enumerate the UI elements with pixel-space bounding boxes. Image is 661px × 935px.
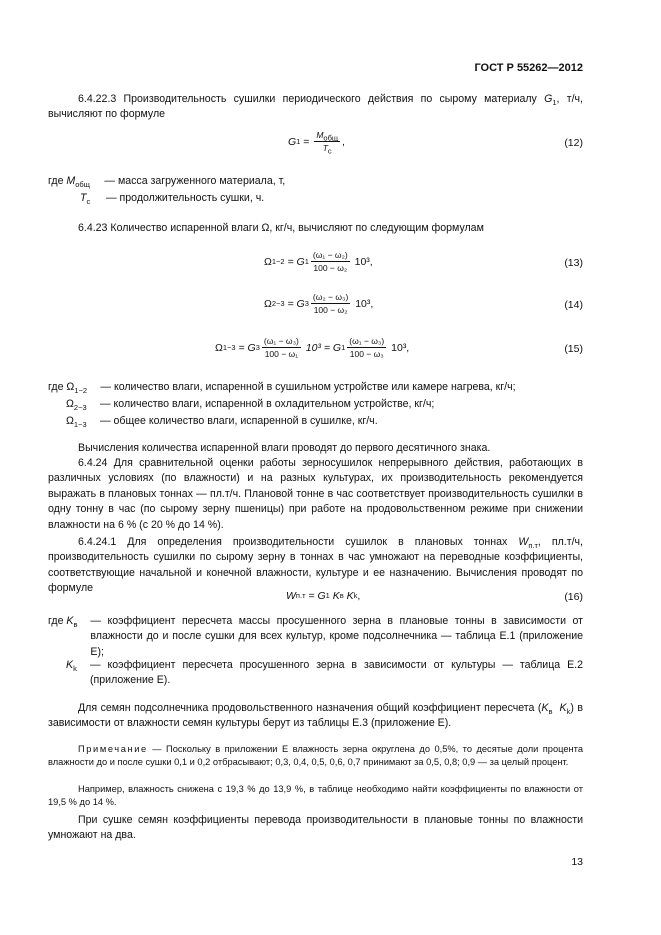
paragraph-6-4-22-3: 6.4.22.3 Производительность сушилки периодического действия по сырому материалу $G_1$, т/ч, вычисляют по формуле — [48, 93, 583, 121]
formula-15-number: (15) — [564, 343, 583, 355]
standard-number: ГОСТ Р 55262—2012 — [474, 62, 583, 74]
paragraph-6-4-24: 6.4.24 Для сравнительной оценки работы зерносушилок непрерывного действия, работающих в различных условиях (по влажности) и на разных культурах, их производительность рекомендуется выражать в плановых тоннах — пл.т/ч. Плановой тонне в час соответствует производительность сушилки в одну тонну в час (по сырому зерну пшеницы) при работе на продовольственном режиме при снижении влажности на 6 % (с 20 % до 14 %). — [48, 457, 583, 531]
formula-13-number: (13) — [564, 257, 583, 269]
formula-14-number: (14) — [564, 299, 583, 311]
formula-16: W п.т = G 1 K в K k , — [286, 590, 361, 602]
paragraph-6-4-24-1: 6.4.24.1 Для определения производительности сушилок в плановых тоннах $W_{п.т}$, пл.т/ч, производительность сушилки по сырому зерну в тоннах в час умножают на переводные коэффициенты, соответствующие начальной и конечной влажности, культуре и ее назначению. Вычисления проводят по формуле — [48, 536, 583, 595]
formula-12: G 1 = $\frac{M_{общ}}{T_с}$ , — [288, 130, 345, 156]
paragraph-seeds: При сушке семян коэффициенты перевода производительности в плановые тонны по влажности умножают на два. — [48, 814, 583, 842]
where-list-15-row2: $\Omega_{2-3}$ — количество влаги, испаренной в охладительном устройстве, кг/ч; — [66, 398, 435, 413]
formula-14: Ω 2−3 = G 3 $\frac{\text{(ω₂ − ω₃)}}{\text{100 − ω₂}}$ 10³, — [264, 292, 374, 315]
formula-15: Ω 1−3 = G 3 $\frac{\text{(ω₁ − ω₃)}}{\text{100 − ω₁}}$ 10³ = G 1 $\frac{\text{(ω₁ − ω₃)}}{\text{100 − ω₃}}$ 10³, — [215, 336, 410, 359]
where-list-15-row1: где $\Omega_{1-2}$ — количество влаги, испаренной в сушильном устройстве или камере нагрева, кг/ч; — [48, 381, 516, 396]
note-label: Примечание — [78, 744, 148, 754]
where-list-12-row2: $T_с$ — продолжительность сушки, ч. — [80, 192, 265, 207]
paragraph-6-4-23: 6.4.23 Количество испаренной влаги Ω, кг/ч, вычисляют по следующим формулам — [78, 222, 484, 234]
where-list-15-row3: $\Omega_{1-3}$ — общее количество влаги, испаренной в сушилке, кг/ч. — [66, 415, 378, 430]
page-number: 13 — [571, 856, 583, 868]
where-list-16-row2: $K_k$ — коэффициент пересчета просушенного зерна в зависимости от культуры — таблица Е.2 (приложение Е). — [66, 659, 583, 687]
formula-12-number: (12) — [564, 137, 583, 149]
formula-13: Ω 1−2 = G 1 $\frac{\text{(ω₁ − ω₂)}}{\text{100 − ω₂}}$ 10³, — [264, 250, 373, 273]
formula-16-number: (16) — [564, 591, 583, 603]
where-list-16-row1: где $K_в$ — коэффициент пересчета массы просушенного зерна в плановые тонны в зависимости от влажности до и после сушки для всех культур, кроме подсолнечника — таблица Е.1 (приложение Е); — [48, 615, 583, 658]
paragraph-rounding: Вычисления количества испаренной влаги проводят до первого десятичного знака. — [78, 442, 491, 454]
note: Примечание — Поскольку в приложении Е влажность зерна округлена до 0,5%, то десятые доли процента влажности до и после сушки 0,1 и 0,2 отбрасывают; 0,3, 0,4, 0,5, 0,6, 0,7 принимают за 0,5, 0,8; 0,9 — за целый процент. — [48, 744, 583, 768]
paragraph-sunflower: Для семян подсолнечника продовольственного назначения общий коэффициент пересчета ($K_в$ $K_k$) в зависимости от влажности семян культуры берут из таблицы Е.3 (приложение Е). — [48, 702, 584, 730]
where-list-12-row1: где $M_{общ}$ — масса загруженного материала, т, — [48, 175, 286, 190]
note-example: Например, влажность снижена с 19,3 % до 13,9 %, в таблице необходимо найти коэффициенты по влажности от 19,5 % до 14 %. — [48, 784, 583, 808]
